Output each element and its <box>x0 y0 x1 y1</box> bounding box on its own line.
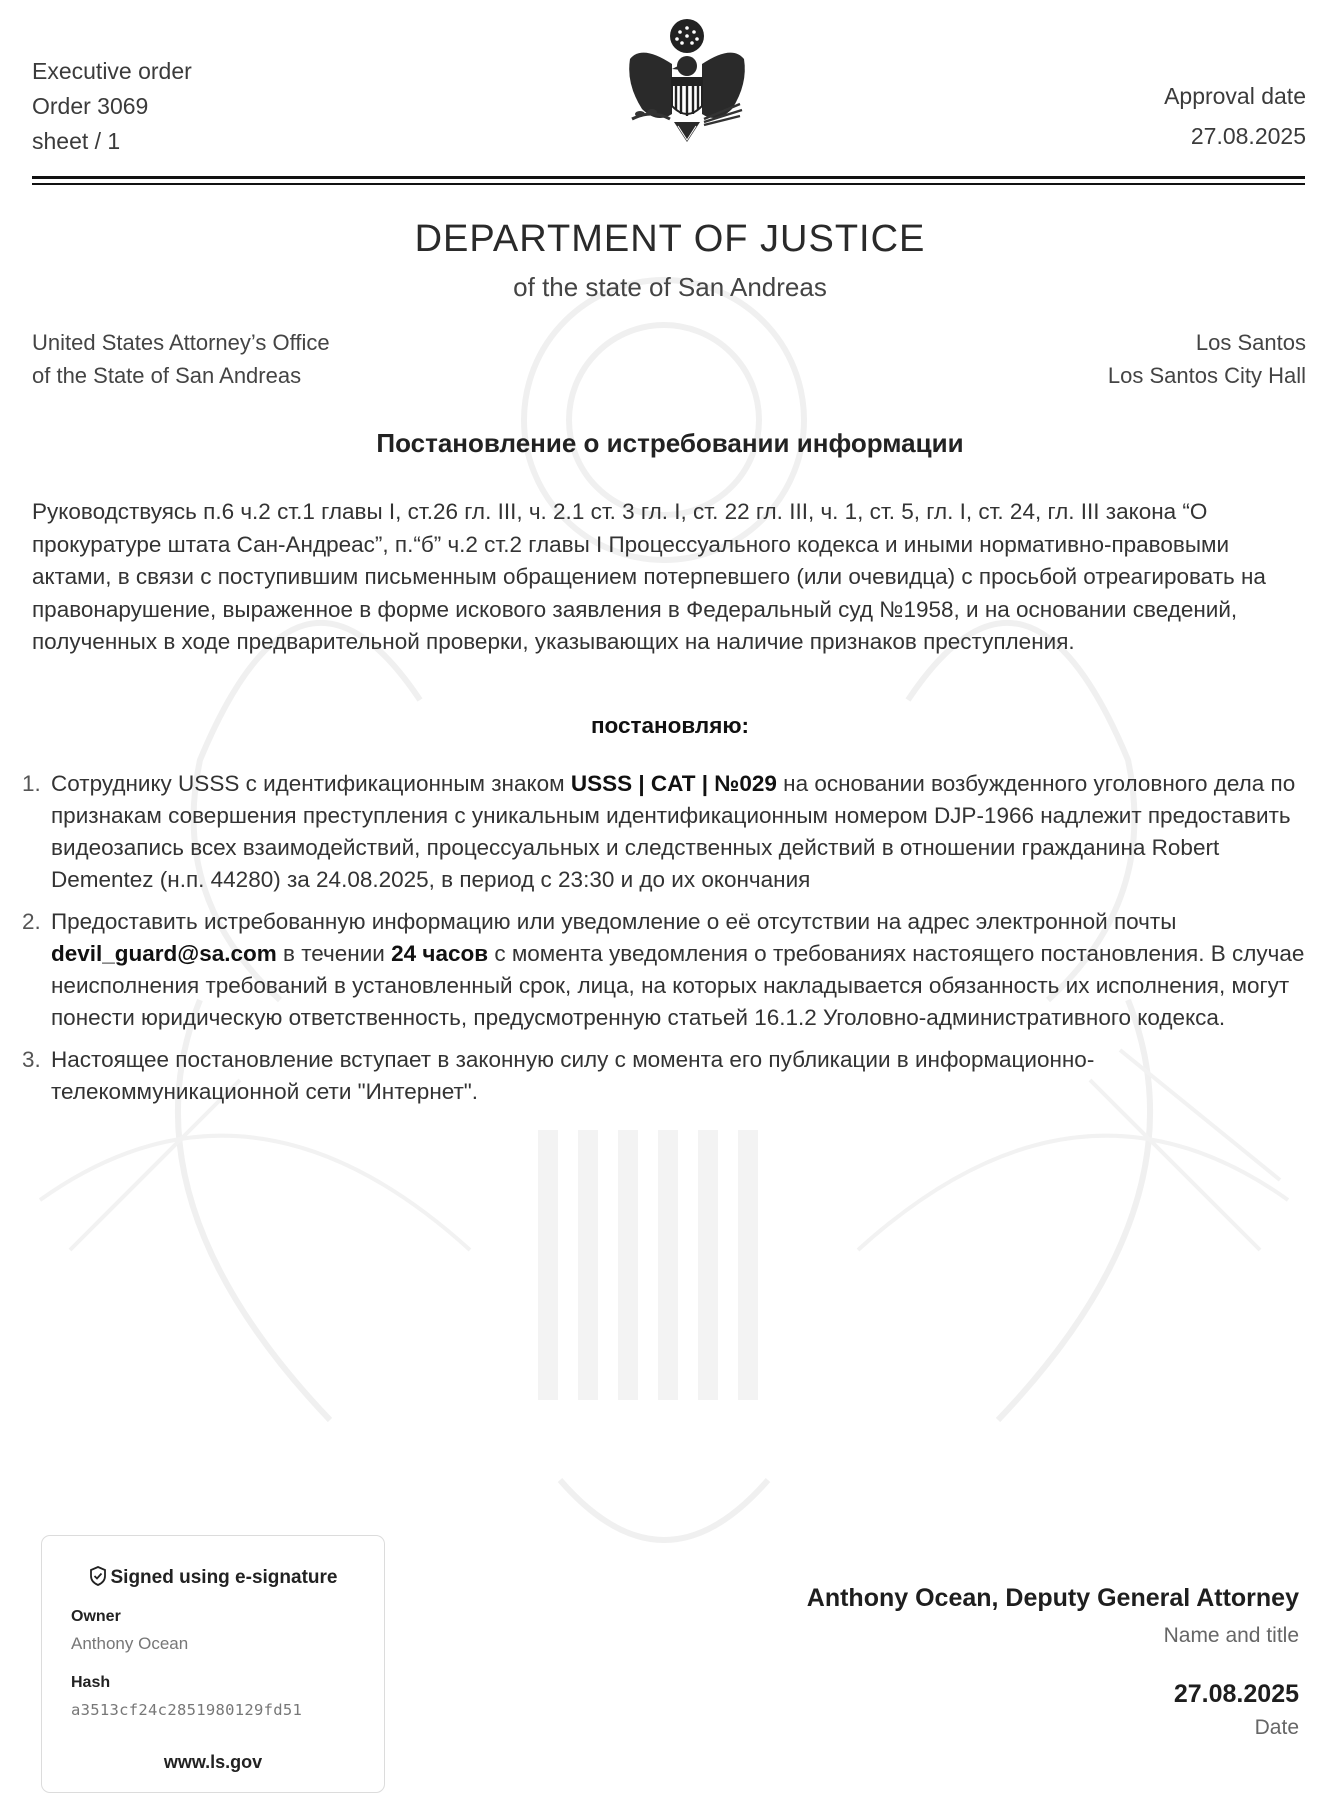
decree-heading: постановляю: <box>590 713 750 738</box>
location-line-2: Los Santos City Hall <box>1107 363 1306 388</box>
item-text: Сотруднику USSS с идентификационным знаком USSS | CAT | №029 на основании возбужденного уголовного дела по признакам совершения преступления с уникальным идентификационным номером DJP-1966 надлежит предоставить видеозапись всех взаимодействий, процессуальных и следственных действий в отношении гражданина Robert Dementez (н.п. 44280) за 24.08.2025, в период с 23:30 и до их окончания <box>51 771 1296 892</box>
office-line-2: of the State of San Andreas <box>32 363 302 388</box>
location-line-1: Los Santos <box>1195 330 1306 355</box>
signature-date: 27.08.2025 <box>1173 1680 1299 1708</box>
item-text: Предоставить истребованную информацию или уведомление о её отсутствии на адрес электронной почты devil_guard@sa.com в течении 24 часов с момента уведомления о требованиях настоящего постановления. В случае неисполнения требований в установленный срок, лица, на которых накладывается обязанность их исполнения, могут понести юридическую ответственность, предусмотренную статьей 16.1.2 Уголовно-административного кодекса. <box>51 909 1305 1030</box>
officer-badge: USSS | CAT | №029 <box>570 771 777 796</box>
item-number: 3. <box>22 1047 41 1072</box>
owner-label: Owner <box>71 1608 121 1625</box>
approval-info <box>1164 76 1306 156</box>
order-number: Order 3069 <box>32 93 149 119</box>
document-title: Постановление о истребовании информации <box>376 428 964 458</box>
office-line-1: United States Attorney’s Office <box>32 330 330 355</box>
owner-value: Anthony Ocean <box>71 1634 189 1653</box>
signature-heading: Signed using e-signature <box>42 1566 384 1589</box>
header-divider <box>32 176 1305 179</box>
list-item <box>22 1044 1307 1108</box>
department-title: DEPARTMENT OF JUSTICE <box>414 218 926 260</box>
hash-value: a3513cf24c2851980129fd51 <box>71 1701 303 1719</box>
sheet-number: sheet / 1 <box>32 128 121 154</box>
order-type: Executive order <box>32 58 192 84</box>
item-number: 1. <box>22 771 41 796</box>
deadline: 24 часов <box>391 941 489 966</box>
approval-label: Approval date <box>1164 83 1306 109</box>
department-subtitle: of the state of San Andreas <box>513 272 827 302</box>
order-info <box>32 54 192 159</box>
approval-date: 27.08.2025 <box>1190 123 1306 149</box>
e-signature-card <box>41 1535 385 1793</box>
header-divider-thin <box>32 183 1305 185</box>
email-address: devil_guard@sa.com <box>51 941 277 966</box>
site-link[interactable]: www.ls.gov <box>163 1752 263 1772</box>
signer-name: Anthony Ocean, Deputy General Attorney <box>806 1584 1299 1612</box>
item-number: 2. <box>22 909 41 934</box>
preamble-text: Руководствуясь п.6 ч.2 ст.1 главы I, ст.26 гл. III, ч. 2.1 ст. 3 гл. I, ст. 22 гл. III, ч. 1, ст. 5, гл. I, ст. 24, гл. III закона “О прокуратуре штата Сан-Андреас”, п.“б” ч.2 ст.2 главы I Процессуального кодекса и иными нормативно-правовыми актами, в связи с поступившим письменным обращением потерпевшего (или очевидца) с просьбой отреагировать на правонарушение, выраженное в форме искового заявления в Федеральный суд №1958, и на основании сведений, полученных в ходе предварительной проверки, указывающих на наличие признаков преступления. <box>32 499 1266 654</box>
shield-check-icon <box>89 1566 107 1586</box>
item-text: Настоящее постановление вступает в законную силу с момента его публикации в информационно-телекоммуникационной сети "Интернет". <box>51 1047 1095 1104</box>
list-item <box>22 906 1307 1034</box>
office-address <box>32 326 330 392</box>
hash-label: Hash <box>71 1674 111 1691</box>
eagle-seal-icon <box>612 14 762 164</box>
signature-date-label: Date <box>1254 1716 1299 1739</box>
list-item <box>22 768 1307 896</box>
office-location <box>1108 326 1306 392</box>
signer-name-label: Name and title <box>1163 1624 1299 1647</box>
decree-items <box>22 768 1307 1118</box>
